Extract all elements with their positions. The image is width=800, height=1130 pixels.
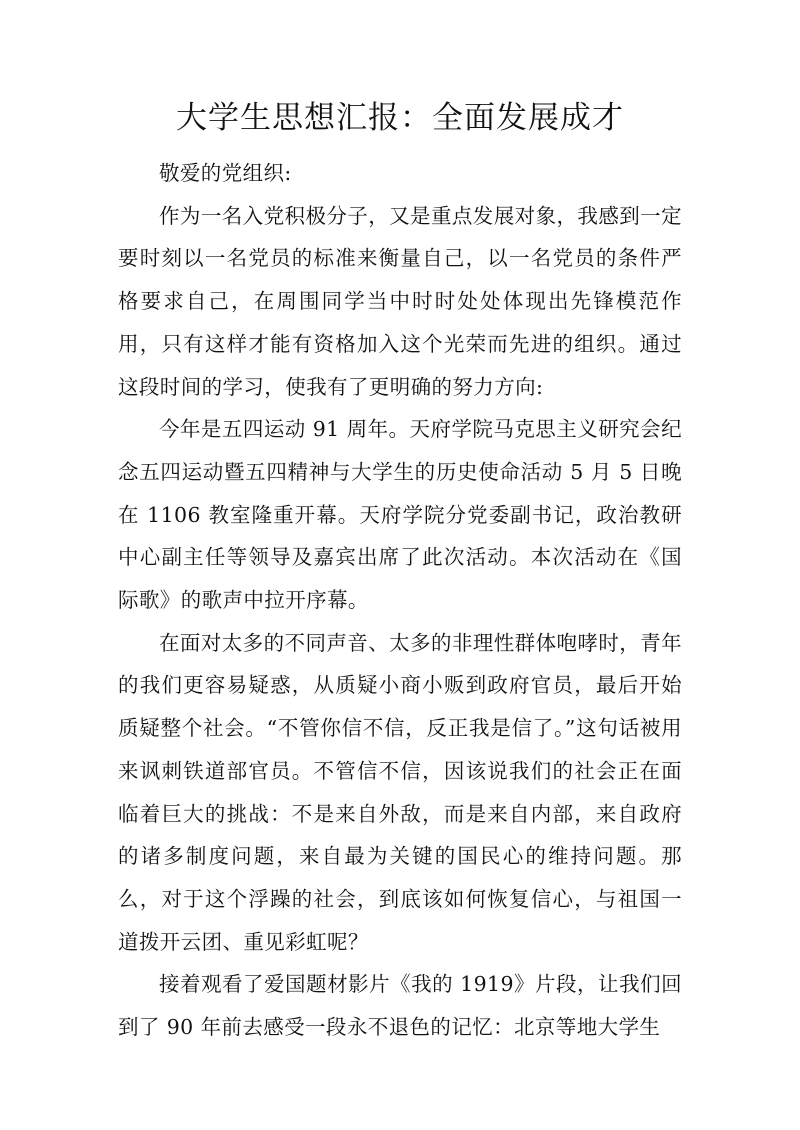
paragraph-1: 作为一名入党积极分子，又是重点发展对象，我感到一定要时刻以一名党员的标准来衡量自己，以一名党员的条件严格要求自己，在周围同学当中时时处处体现出先锋模范作用，只有这样才能有资格加入这个光荣而先进的组织。通过这段时间的学习，使我有了更明确的努力方向: (118, 203, 682, 399)
paragraph-3: 在面对太多的不同声音、太多的非理性群体咆哮时，青年的我们更容易疑惑，从质疑小商小贩到政府官员，最后开始质疑整个社会。“不管你信不信，反正我是信了。”这句话被用来讽刺铁道部官员。不管信不信，因该说我们的社会正在面临着巨大的挑战：不是来自外敌，而是来自内部，来自政府的诸多制度问题，来自最为关键的国民心的维持问题。那么，对于这个浮躁的社会，到底该如何恢复信心，与祖国一道拨开云团、重见彩虹呢？ (118, 630, 682, 954)
paragraph-4: 接着观看了爱国题材影片《我的 1919》片段，让我们回到了 90 年前去感受一段永不退色的记忆：北京等地大学生 (118, 972, 682, 1040)
paragraph-2: 今年是五四运动 91 周年。天府学院马克思主义研究会纪念五四运动暨五四精神与大学生的历史使命活动 5 月 5 日晚在 1106 教室隆重开幕。天府学院分党委副书记，政治教研中心副主任等领导及嘉宾出席了此次活动。本次活动在《国际歌》的歌声中拉开序幕。 (118, 417, 682, 613)
document-body (118, 152, 682, 1049)
document-title: 大学生思想汇报：全面发展成才 (176, 100, 624, 136)
greeting-line: 敬爱的党组织: (159, 161, 292, 185)
